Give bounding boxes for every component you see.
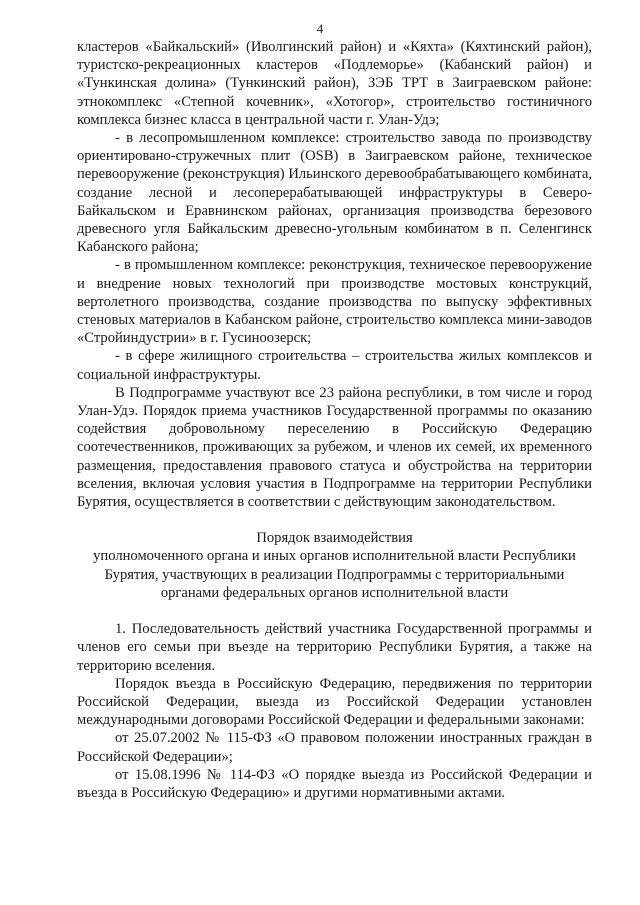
- paragraph-bottom-1: Порядок въезда в Российскую Федерацию, передвижения по территории Российской Федерации, выезда из Российской Федерации установлен международными договорами Российской Федерации и федеральными законами:: [77, 675, 592, 729]
- paragraph-bottom-2: от 25.07.2002 № 115-ФЗ «О правовом положении иностранных граждан в Российской Федерации»;: [77, 730, 592, 765]
- paragraph-bottom-0: 1. Последовательность действий участника Государственной программы и членов его семьи при въезде на территорию Республики Бурятия, а также на территорию вселения.: [77, 621, 592, 674]
- section-heading: [77, 529, 592, 602]
- heading-line-1: уполномоченного органа и иных органов исполнительной власти Республики: [93, 548, 576, 565]
- top-section: [77, 38, 592, 511]
- paragraph-bottom-3: от 15.08.1996 № 114-ФЗ «О порядке выезда из Российской Федерации и въезда в Российскую Федерацию» и другими нормативными актами.: [77, 766, 592, 801]
- paragraph-top-2: - в промышленном комплексе: реконструкция, техническое перевооружение и внедрение новых технологий при производстве мостовых конструкций, вертолетного производства, создание производства по выпуску эффективных стеновых материалов в Кабанском районе, строительство комплекса мини-заводов «Стройиндустрии» в г. Гусиноозерск;: [77, 257, 592, 347]
- paragraph-top-3: - в сфере жилищного строительства – строительства жилых комплексов и социальной инфраструктуры.: [77, 348, 592, 383]
- document-body: [77, 38, 592, 802]
- bottom-section: [77, 620, 592, 802]
- heading-line-2: Бурятия, участвующих в реализации Подпрограммы с территориальными: [104, 566, 565, 583]
- paragraph-top-1: - в лесопромышленном комплексе: строительство завода по производству ориентировано-стружечных плит (OSB) в Заиграевском районе, техническое перевооружение (реконструкция) Ильинского деревообрабатывающего комбината, создание лесной и лесоперерабатывающей инфраструктуры в Северо-Байкальском и Еравнинском районах, организация производства березового древесного угля Байкальским древесно-угольным комбинатом в п. Селенгинск Кабанского района;: [77, 130, 592, 256]
- paragraph-top-0: кластеров «Байкальский» (Иволгинский район) и «Кяхта» (Кяхтинский район), туристско-рекреационных кластеров «Подлеморье» (Кабанский район) и «Тункинская долина» (Тункинский район), ЗЭБ ТРТ в Заиграевском районе: этнокомплекс «Степной кочевник», «Хотогор», строительство гостиничного комплекса бизнес класса в центральной части г. Улан-Удэ;: [77, 39, 592, 128]
- paragraph-top-4: В Подпрограмме участвуют все 23 района республики, в том числе и город Улан-Удэ. Порядок приема участников Государственной программы по оказанию содействия добровольному переселению в Российскую Федерацию соотечественников, проживающих за рубежом, и членов их семей, их временного размещения, предоставления правового статуса и обустройства на территории вселения, включая условия участия в Подпрограмме на территории Республики Бурятия, осуществляется в соответствии с действующим законодательством.: [77, 384, 592, 511]
- page-number: 4: [316, 21, 324, 36]
- heading-line-0: Порядок взаимодействия: [256, 530, 413, 547]
- heading-line-3: органами федеральных органов исполнительной власти: [160, 584, 509, 601]
